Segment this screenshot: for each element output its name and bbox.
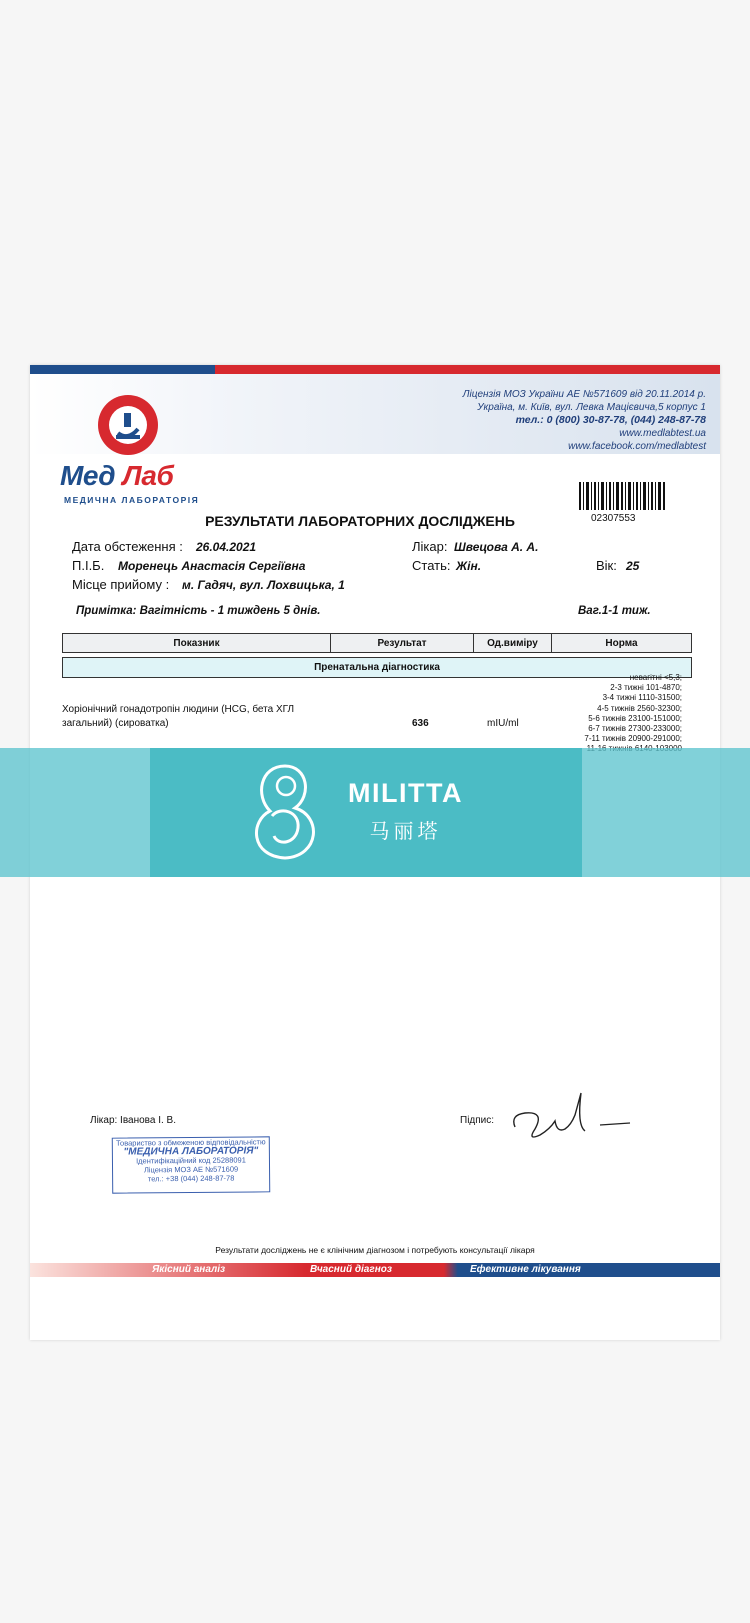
header-stripe bbox=[30, 365, 720, 374]
website-link[interactable]: www.medlabtest.ua bbox=[619, 428, 706, 439]
date-value: 26.04.2021 bbox=[196, 540, 257, 554]
disclaimer: Результати досліджень не є клінічним діагнозом і потребують консультації лікаря bbox=[215, 1245, 535, 1255]
doctor-value: Швецова А. А. bbox=[454, 540, 539, 554]
test-name: Хоріонічний гонадотропін людини (HCG, бета ХГЛ загальний) (сироватка) bbox=[62, 704, 295, 729]
microscope-icon bbox=[98, 395, 158, 455]
doctor-label: Лікар: bbox=[412, 539, 448, 554]
barcode-number: 02307553 bbox=[591, 513, 636, 524]
watermark-text bbox=[348, 778, 463, 844]
test-result: 636 bbox=[412, 718, 429, 729]
watermark-banner bbox=[0, 748, 750, 877]
place-label: Місце прийому : bbox=[72, 577, 170, 592]
watermark-en: MILITTA bbox=[348, 778, 463, 808]
footer-slogans bbox=[30, 1263, 720, 1277]
section-prenatal: Пренатальна діагностика bbox=[63, 658, 692, 678]
test-unit: mIU/ml bbox=[487, 718, 519, 729]
pregnancy-note: Примітка: Вагітність - 1 тиждень 5 днів. bbox=[76, 605, 321, 617]
col-result: Результат bbox=[331, 634, 474, 653]
place-value: м. Гадяч, вул. Лохвицька, 1 bbox=[182, 578, 345, 592]
slogan-treatment: Ефективне лікування bbox=[470, 1264, 581, 1275]
results-table bbox=[62, 633, 692, 678]
signature-label: Підпис: bbox=[460, 1115, 495, 1126]
phone-text: тел.: 0 (800) 30-87-78, (044) 248-87-78 bbox=[515, 414, 706, 426]
militta-logo-icon bbox=[240, 756, 330, 868]
responsible-doctor: Лікар: Іванова І. В. bbox=[90, 1115, 177, 1126]
brand-subtitle: МЕДИЧНА ЛАБОРАТОРІЯ bbox=[64, 495, 200, 505]
name-label: П.І.Б. bbox=[72, 558, 105, 573]
col-indicator: Показник bbox=[63, 634, 331, 653]
patient-name: Моренець Анастасія Сергіївна bbox=[118, 559, 306, 573]
test-norm: невагітні <5,3; 2-3 тижні 101-4870; 3-4 тижні 1110-31500; 4-5 тижнів 2560-32300; 5-6 тижнів 23100-151000; 6-7 тижнів 27300-233000; 7-11 тижнів 20900-291000; bbox=[584, 673, 682, 744]
sex-label: Стать: bbox=[412, 558, 451, 573]
lab-contacts bbox=[463, 388, 706, 453]
date-label: Дата обстеження : bbox=[72, 539, 183, 554]
age-value: 25 bbox=[626, 559, 640, 573]
col-unit: Од.виміру bbox=[474, 634, 552, 653]
report-title: РЕЗУЛЬТАТИ ЛАБОРАТОРНИХ ДОСЛІДЖЕНЬ bbox=[205, 513, 515, 529]
lab-stamp: Товариство з обмеженою відповідальністю "МЕДИЧНА ЛАБОРАТОРІЯ" Ідентифікаційний код 25288091 Ліцензія МОЗ АЕ №571609 тел.: +38 (044) 248-87-78 bbox=[112, 1136, 270, 1193]
watermark-panel bbox=[150, 748, 582, 877]
signature bbox=[505, 1085, 635, 1155]
facebook-link[interactable]: www.facebook.com/medlabtest bbox=[568, 441, 706, 452]
slogan-quality: Якісний аналіз bbox=[152, 1264, 226, 1275]
sex-value: Жін. bbox=[456, 559, 482, 573]
table-header-row bbox=[63, 634, 692, 653]
col-norm: Норма bbox=[552, 634, 692, 653]
watermark-cn: 马丽塔 bbox=[369, 821, 442, 843]
age-label: Вік: bbox=[596, 558, 617, 573]
address-text: Україна, м. Київ, вул. Левка Мацієвича,5 корпус 1 bbox=[477, 402, 706, 413]
brand-logo: Мед Лаб bbox=[60, 460, 174, 491]
slogan-diagnosis: Вчасний діагноз bbox=[310, 1264, 392, 1275]
barcode bbox=[579, 482, 665, 510]
pregnancy-term: Ваг.1-1 тиж. bbox=[578, 605, 651, 617]
license-text: Ліцензія МОЗ України АЕ №571609 від 20.11.2014 р. bbox=[462, 389, 706, 400]
